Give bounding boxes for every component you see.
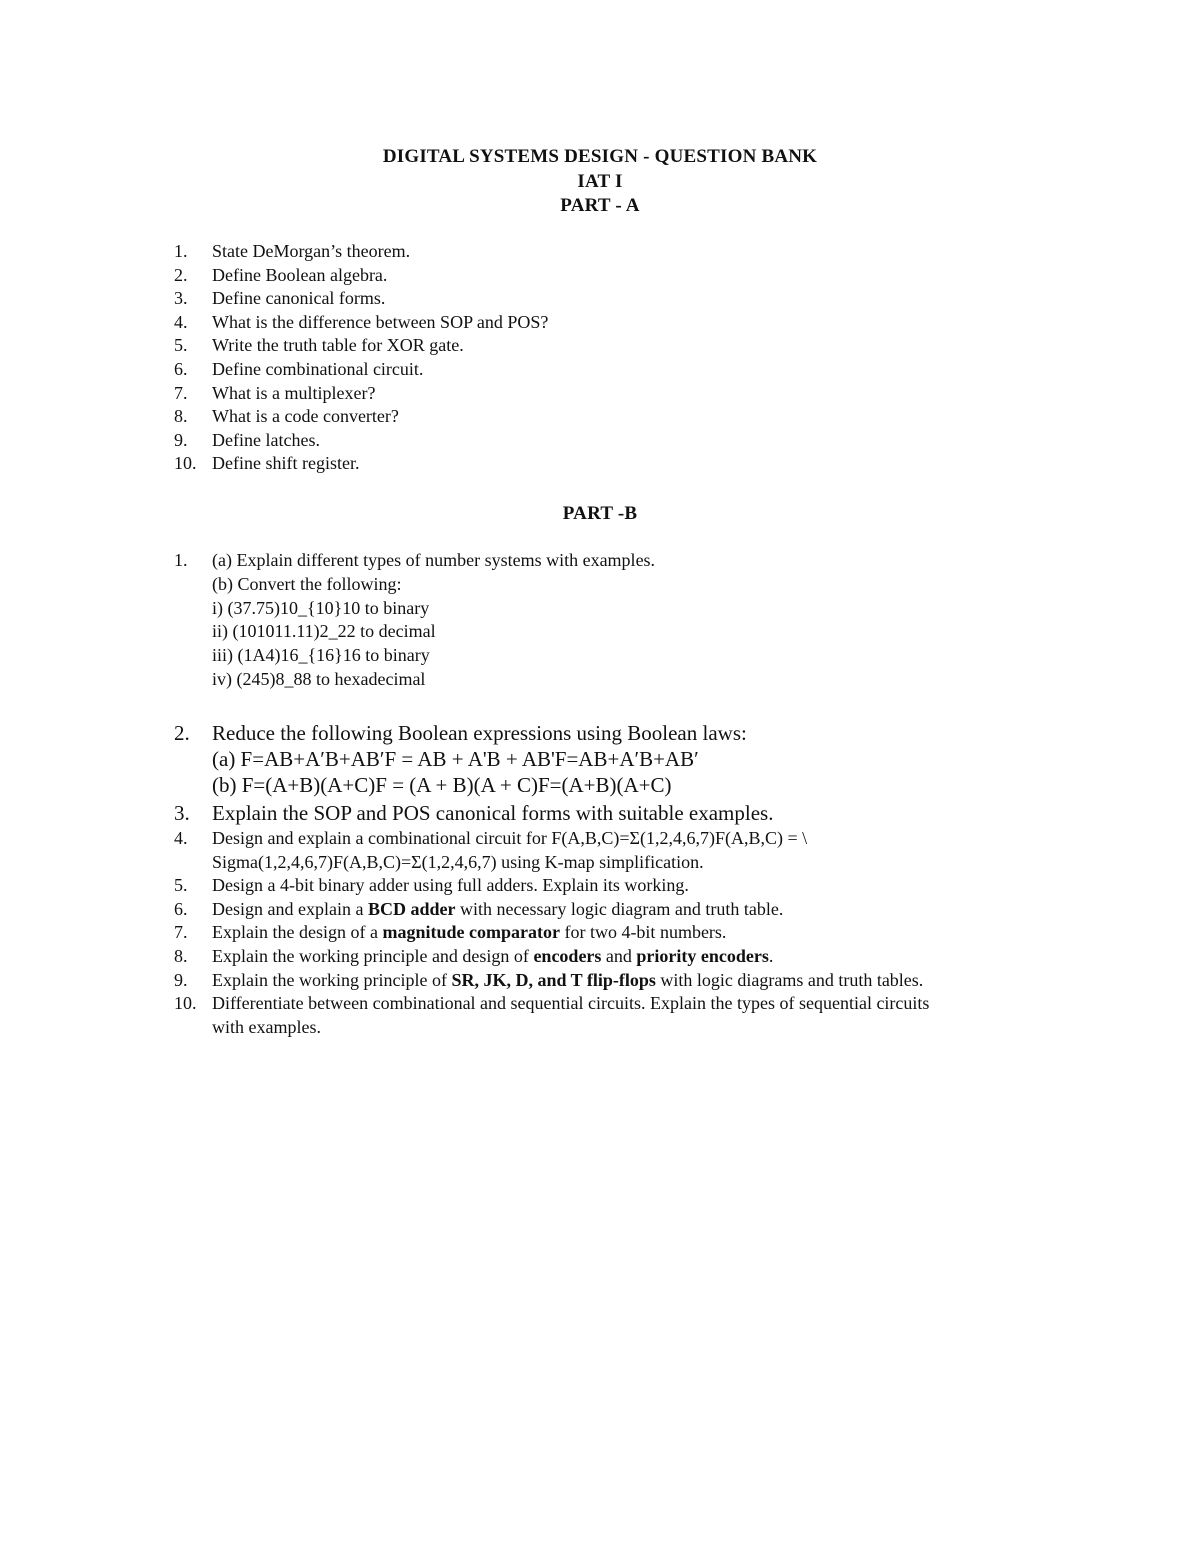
list-item: 1. State DeMorgan’s theorem. (174, 241, 411, 261)
question-line: iii) (1A4)16_{16}16 to binary (212, 645, 430, 666)
list-item: 5. Design a 4-bit binary adder using full adders. Explain its working. (174, 875, 689, 896)
part-a-question-list (174, 240, 548, 476)
question-line: ii) (101011.11)2_22 to decimal (212, 621, 436, 642)
list-item: Sigma(1,2,4,6,7)F(A,B,C)=Σ(1,2,4,6,7) using K-map simplification. (212, 851, 704, 872)
list-item: 8. Explain the working principle and design of encoders and priority encoders. (174, 945, 774, 966)
part-a-heading: PART - A (560, 195, 640, 216)
list-item: 9. Define latches. (174, 429, 320, 450)
list-item: 4. Design and explain a combinational circuit for F(A,B,C)=Σ(1,2,4,6,7)F(A,B,C) = \ (174, 828, 808, 848)
part-b-question-1 (174, 549, 655, 692)
question-line: 1. (a) Explain different types of number systems with examples. (174, 550, 656, 570)
part-b-question-list (174, 827, 929, 1039)
part-b-heading: PART -B (562, 503, 638, 524)
list-item: 7. Explain the design of a magnitude comparator for two 4-bit numbers. (174, 922, 727, 943)
question-line: 2. Reduce the following Boolean expressions using Boolean laws: (174, 721, 747, 745)
list-item: 6. Define combinational circuit. (174, 358, 424, 379)
question-line: iv) (245)8_88 to hexadecimal (212, 668, 426, 689)
part-b-question-3 (174, 800, 773, 826)
list-item: 9. Explain the working principle of SR, JK, D, and T flip-flops with logic diagrams and truth tables. (174, 969, 924, 990)
list-item: with examples. (212, 1016, 321, 1037)
question-line: (a) F=AB+A′B+AB′F = AB + A'B + AB'F=AB+A′B+AB′ (212, 747, 699, 771)
list-item: 8. What is a code converter? (174, 406, 399, 427)
list-item: 10. Differentiate between combinational and sequential circuits. Explain the types of sequential circuits (174, 993, 930, 1014)
document-title: DIGITAL SYSTEMS DESIGN - QUESTION BANK (382, 146, 818, 167)
document-subtitle: IAT I (577, 171, 623, 192)
part-b-question-2 (174, 720, 747, 798)
list-item: 7. What is a multiplexer? (174, 382, 376, 403)
list-item: 6. Design and explain a BCD adder with necessary logic diagram and truth table. (174, 898, 784, 919)
list-item: 4. What is the difference between SOP and POS? (174, 311, 549, 332)
list-item: 10. Define shift register. (174, 453, 360, 474)
question-line: i) (37.75)10_{10}10 to binary (212, 597, 430, 618)
question-line: (b) F=(A+B)(A+C)F = (A + B)(A + C)F=(A+B)(A+C) (212, 773, 672, 797)
list-item: 5. Write the truth table for XOR gate. (174, 335, 464, 356)
list-item: 2. Define Boolean algebra. (174, 264, 388, 285)
question-line: 3. Explain the SOP and POS canonical forms with suitable examples. (174, 801, 774, 825)
list-item: 3. Define canonical forms. (174, 288, 386, 309)
question-line: (b) Convert the following: (212, 573, 402, 594)
